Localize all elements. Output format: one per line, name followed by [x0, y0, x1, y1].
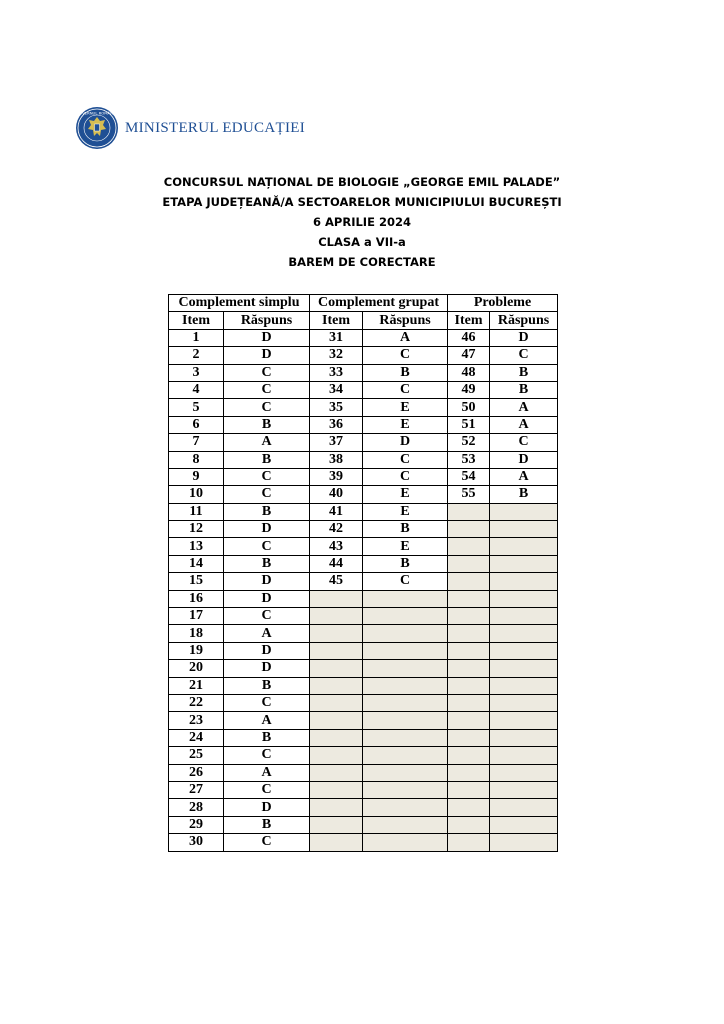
- probleme-empty-cell: [448, 660, 490, 677]
- probleme-item-number: 55: [448, 486, 490, 503]
- group-header-complement-simplu: Complement simplu: [169, 295, 310, 312]
- grupat-empty-cell: [363, 747, 448, 764]
- probleme-item-number: 47: [448, 347, 490, 364]
- probleme-answer: A: [490, 399, 558, 416]
- grupat-answer: C: [363, 468, 448, 485]
- probleme-empty-cell: [448, 799, 490, 816]
- simplu-item-number: 2: [169, 347, 224, 364]
- simplu-answer: B: [224, 677, 310, 694]
- probleme-empty-cell: [490, 503, 558, 520]
- probleme-empty-cell: [490, 677, 558, 694]
- column-header-answer: Răspuns: [490, 312, 558, 329]
- simplu-item-number: 16: [169, 590, 224, 607]
- grupat-answer: C: [363, 573, 448, 590]
- simplu-item-number: 30: [169, 834, 224, 851]
- table-row: [169, 347, 558, 364]
- table-row: [169, 642, 558, 659]
- grupat-empty-cell: [363, 625, 448, 642]
- ministry-logo: [76, 106, 305, 150]
- simplu-item-number: 27: [169, 781, 224, 798]
- probleme-answer: A: [490, 416, 558, 433]
- probleme-empty-cell: [490, 834, 558, 851]
- grupat-empty-cell: [310, 694, 363, 711]
- probleme-item-number: 52: [448, 434, 490, 451]
- simplu-item-number: 25: [169, 747, 224, 764]
- simplu-item-number: 15: [169, 573, 224, 590]
- grupat-item-number: 39: [310, 468, 363, 485]
- simplu-item-number: 22: [169, 694, 224, 711]
- grupat-empty-cell: [363, 729, 448, 746]
- table-row: [169, 503, 558, 520]
- table-row: [169, 799, 558, 816]
- grupat-empty-cell: [363, 642, 448, 659]
- probleme-empty-cell: [490, 521, 558, 538]
- probleme-empty-cell: [490, 764, 558, 781]
- answer-key-title: BAREM DE CORECTARE: [288, 255, 436, 269]
- probleme-empty-cell: [448, 608, 490, 625]
- grupat-empty-cell: [310, 677, 363, 694]
- table-row: [169, 416, 558, 433]
- simplu-answer: C: [224, 399, 310, 416]
- probleme-answer: D: [490, 451, 558, 468]
- probleme-answer: D: [490, 329, 558, 346]
- group-header-complement-grupat: Complement grupat: [310, 295, 448, 312]
- simplu-item-number: 9: [169, 468, 224, 485]
- grupat-empty-cell: [363, 834, 448, 851]
- simplu-answer: C: [224, 364, 310, 381]
- table-row: [169, 555, 558, 572]
- simplu-answer: B: [224, 416, 310, 433]
- simplu-answer: C: [224, 538, 310, 555]
- simplu-answer: B: [224, 555, 310, 572]
- column-header-item: Item: [448, 312, 490, 329]
- probleme-empty-cell: [490, 694, 558, 711]
- probleme-empty-cell: [448, 521, 490, 538]
- probleme-item-number: 51: [448, 416, 490, 433]
- probleme-empty-cell: [490, 660, 558, 677]
- probleme-empty-cell: [448, 503, 490, 520]
- table-row: [169, 660, 558, 677]
- table-row: [169, 608, 558, 625]
- grade-class: CLASA a VII-a: [318, 235, 406, 249]
- probleme-item-number: 54: [448, 468, 490, 485]
- stage-title: ETAPA JUDEȚEANĂ/A SECTOARELOR MUNICIPIULUI BUCUREȘTI: [162, 195, 562, 209]
- table-row: [169, 573, 558, 590]
- grupat-answer: C: [363, 381, 448, 398]
- simplu-answer: A: [224, 712, 310, 729]
- probleme-empty-cell: [490, 799, 558, 816]
- table-row: [169, 834, 558, 851]
- probleme-answer: B: [490, 486, 558, 503]
- probleme-empty-cell: [448, 712, 490, 729]
- probleme-empty-cell: [490, 608, 558, 625]
- simplu-answer: C: [224, 468, 310, 485]
- probleme-empty-cell: [490, 712, 558, 729]
- probleme-empty-cell: [448, 625, 490, 642]
- grupat-item-number: 36: [310, 416, 363, 433]
- simplu-answer: C: [224, 834, 310, 851]
- table-row: [169, 729, 558, 746]
- simplu-item-number: 26: [169, 764, 224, 781]
- grupat-empty-cell: [363, 712, 448, 729]
- simplu-answer: D: [224, 521, 310, 538]
- grupat-item-number: 43: [310, 538, 363, 555]
- simplu-answer: B: [224, 451, 310, 468]
- probleme-empty-cell: [490, 590, 558, 607]
- probleme-empty-cell: [448, 642, 490, 659]
- answer-key-table: [168, 294, 558, 852]
- simplu-item-number: 14: [169, 555, 224, 572]
- simplu-item-number: 13: [169, 538, 224, 555]
- probleme-empty-cell: [490, 573, 558, 590]
- probleme-item-number: 50: [448, 399, 490, 416]
- grupat-empty-cell: [310, 729, 363, 746]
- grupat-empty-cell: [363, 781, 448, 798]
- probleme-item-number: 49: [448, 381, 490, 398]
- table-row: [169, 590, 558, 607]
- simplu-answer: D: [224, 799, 310, 816]
- grupat-answer: E: [363, 538, 448, 555]
- grupat-empty-cell: [310, 799, 363, 816]
- probleme-empty-cell: [448, 694, 490, 711]
- table-row: [169, 399, 558, 416]
- simplu-item-number: 19: [169, 642, 224, 659]
- simplu-item-number: 17: [169, 608, 224, 625]
- column-header-row: [169, 312, 558, 329]
- probleme-empty-cell: [490, 642, 558, 659]
- table-row: [169, 625, 558, 642]
- grupat-empty-cell: [310, 608, 363, 625]
- simplu-item-number: 11: [169, 503, 224, 520]
- ministry-name: MINISTERUL EDUCAȚIEI: [125, 119, 306, 136]
- simplu-item-number: 29: [169, 816, 224, 833]
- simplu-answer: A: [224, 434, 310, 451]
- grupat-empty-cell: [310, 712, 363, 729]
- group-header-probleme: Probleme: [448, 295, 558, 312]
- simplu-answer: C: [224, 381, 310, 398]
- simplu-answer: D: [224, 573, 310, 590]
- simplu-item-number: 10: [169, 486, 224, 503]
- table-row: [169, 712, 558, 729]
- probleme-empty-cell: [490, 538, 558, 555]
- simplu-item-number: 21: [169, 677, 224, 694]
- grupat-answer: E: [363, 503, 448, 520]
- grupat-empty-cell: [363, 799, 448, 816]
- probleme-item-number: 53: [448, 451, 490, 468]
- table-row: [169, 468, 558, 485]
- simplu-answer: A: [224, 625, 310, 642]
- simplu-item-number: 18: [169, 625, 224, 642]
- column-header-item: Item: [169, 312, 224, 329]
- probleme-answer: B: [490, 381, 558, 398]
- grupat-answer: A: [363, 329, 448, 346]
- grupat-answer: C: [363, 451, 448, 468]
- grupat-empty-cell: [310, 660, 363, 677]
- simplu-item-number: 8: [169, 451, 224, 468]
- column-header-answer: Răspuns: [224, 312, 310, 329]
- probleme-empty-cell: [448, 729, 490, 746]
- simplu-item-number: 3: [169, 364, 224, 381]
- grupat-answer: D: [363, 434, 448, 451]
- group-header-row: [169, 295, 558, 312]
- probleme-empty-cell: [448, 781, 490, 798]
- probleme-empty-cell: [448, 590, 490, 607]
- table-row: [169, 816, 558, 833]
- grupat-item-number: 45: [310, 573, 363, 590]
- table-row: [169, 486, 558, 503]
- table-row: [169, 677, 558, 694]
- probleme-empty-cell: [490, 729, 558, 746]
- simplu-item-number: 5: [169, 399, 224, 416]
- grupat-empty-cell: [363, 660, 448, 677]
- simplu-item-number: 28: [169, 799, 224, 816]
- probleme-empty-cell: [448, 555, 490, 572]
- grupat-item-number: 35: [310, 399, 363, 416]
- probleme-empty-cell: [490, 781, 558, 798]
- grupat-empty-cell: [363, 608, 448, 625]
- grupat-empty-cell: [310, 625, 363, 642]
- probleme-answer: C: [490, 434, 558, 451]
- table-row: [169, 747, 558, 764]
- simplu-answer: D: [224, 329, 310, 346]
- grupat-empty-cell: [310, 747, 363, 764]
- grupat-empty-cell: [363, 590, 448, 607]
- simplu-item-number: 4: [169, 381, 224, 398]
- probleme-empty-cell: [448, 816, 490, 833]
- simplu-item-number: 20: [169, 660, 224, 677]
- simplu-item-number: 24: [169, 729, 224, 746]
- table-row: [169, 538, 558, 555]
- probleme-answer: A: [490, 468, 558, 485]
- probleme-answer: B: [490, 364, 558, 381]
- grupat-empty-cell: [310, 834, 363, 851]
- simplu-item-number: 1: [169, 329, 224, 346]
- grupat-empty-cell: [310, 642, 363, 659]
- grupat-answer: E: [363, 486, 448, 503]
- grupat-answer: B: [363, 364, 448, 381]
- grupat-item-number: 34: [310, 381, 363, 398]
- grupat-item-number: 41: [310, 503, 363, 520]
- table-row: [169, 694, 558, 711]
- simplu-answer: C: [224, 694, 310, 711]
- column-header-answer: Răspuns: [363, 312, 448, 329]
- simplu-item-number: 6: [169, 416, 224, 433]
- simplu-item-number: 23: [169, 712, 224, 729]
- grupat-item-number: 44: [310, 555, 363, 572]
- simplu-item-number: 12: [169, 521, 224, 538]
- simplu-answer: A: [224, 764, 310, 781]
- answer-key-body: [169, 329, 558, 851]
- simplu-answer: C: [224, 608, 310, 625]
- simplu-answer: D: [224, 642, 310, 659]
- probleme-answer: C: [490, 347, 558, 364]
- simplu-answer: D: [224, 590, 310, 607]
- table-row: [169, 329, 558, 346]
- grupat-empty-cell: [363, 677, 448, 694]
- grupat-answer: B: [363, 555, 448, 572]
- seal-text-top: GUVERNUL ROMÂNIEI: [76, 110, 118, 116]
- grupat-empty-cell: [363, 816, 448, 833]
- table-row: [169, 521, 558, 538]
- probleme-empty-cell: [448, 573, 490, 590]
- grupat-empty-cell: [310, 781, 363, 798]
- table-row: [169, 781, 558, 798]
- contest-title: CONCURSUL NAȚIONAL DE BIOLOGIE „GEORGE EMIL PALADE”: [163, 175, 561, 189]
- probleme-empty-cell: [448, 747, 490, 764]
- grupat-item-number: 32: [310, 347, 363, 364]
- table-row: [169, 434, 558, 451]
- probleme-item-number: 46: [448, 329, 490, 346]
- grupat-item-number: 33: [310, 364, 363, 381]
- probleme-empty-cell: [448, 834, 490, 851]
- simplu-answer: B: [224, 729, 310, 746]
- grupat-empty-cell: [310, 590, 363, 607]
- probleme-empty-cell: [490, 747, 558, 764]
- grupat-answer: E: [363, 416, 448, 433]
- grupat-item-number: 31: [310, 329, 363, 346]
- simplu-answer: D: [224, 660, 310, 677]
- probleme-empty-cell: [448, 538, 490, 555]
- coat-of-arms-seal-icon: [76, 107, 118, 149]
- grupat-answer: E: [363, 399, 448, 416]
- probleme-empty-cell: [448, 677, 490, 694]
- simplu-answer: B: [224, 816, 310, 833]
- table-row: [169, 364, 558, 381]
- simplu-answer: D: [224, 347, 310, 364]
- grupat-item-number: 42: [310, 521, 363, 538]
- probleme-empty-cell: [490, 816, 558, 833]
- simplu-item-number: 7: [169, 434, 224, 451]
- grupat-answer: C: [363, 347, 448, 364]
- probleme-empty-cell: [490, 555, 558, 572]
- simplu-answer: C: [224, 747, 310, 764]
- contest-date: 6 APRILIE 2024: [313, 215, 411, 229]
- probleme-empty-cell: [490, 625, 558, 642]
- grupat-empty-cell: [363, 764, 448, 781]
- simplu-answer: C: [224, 486, 310, 503]
- table-row: [169, 451, 558, 468]
- grupat-item-number: 38: [310, 451, 363, 468]
- column-header-item: Item: [310, 312, 363, 329]
- table-row: [169, 381, 558, 398]
- probleme-empty-cell: [448, 764, 490, 781]
- document-headings: [0, 172, 724, 272]
- grupat-item-number: 40: [310, 486, 363, 503]
- grupat-empty-cell: [310, 764, 363, 781]
- simplu-answer: C: [224, 781, 310, 798]
- grupat-answer: B: [363, 521, 448, 538]
- grupat-empty-cell: [363, 694, 448, 711]
- probleme-item-number: 48: [448, 364, 490, 381]
- table-row: [169, 764, 558, 781]
- grupat-item-number: 37: [310, 434, 363, 451]
- grupat-empty-cell: [310, 816, 363, 833]
- simplu-answer: B: [224, 503, 310, 520]
